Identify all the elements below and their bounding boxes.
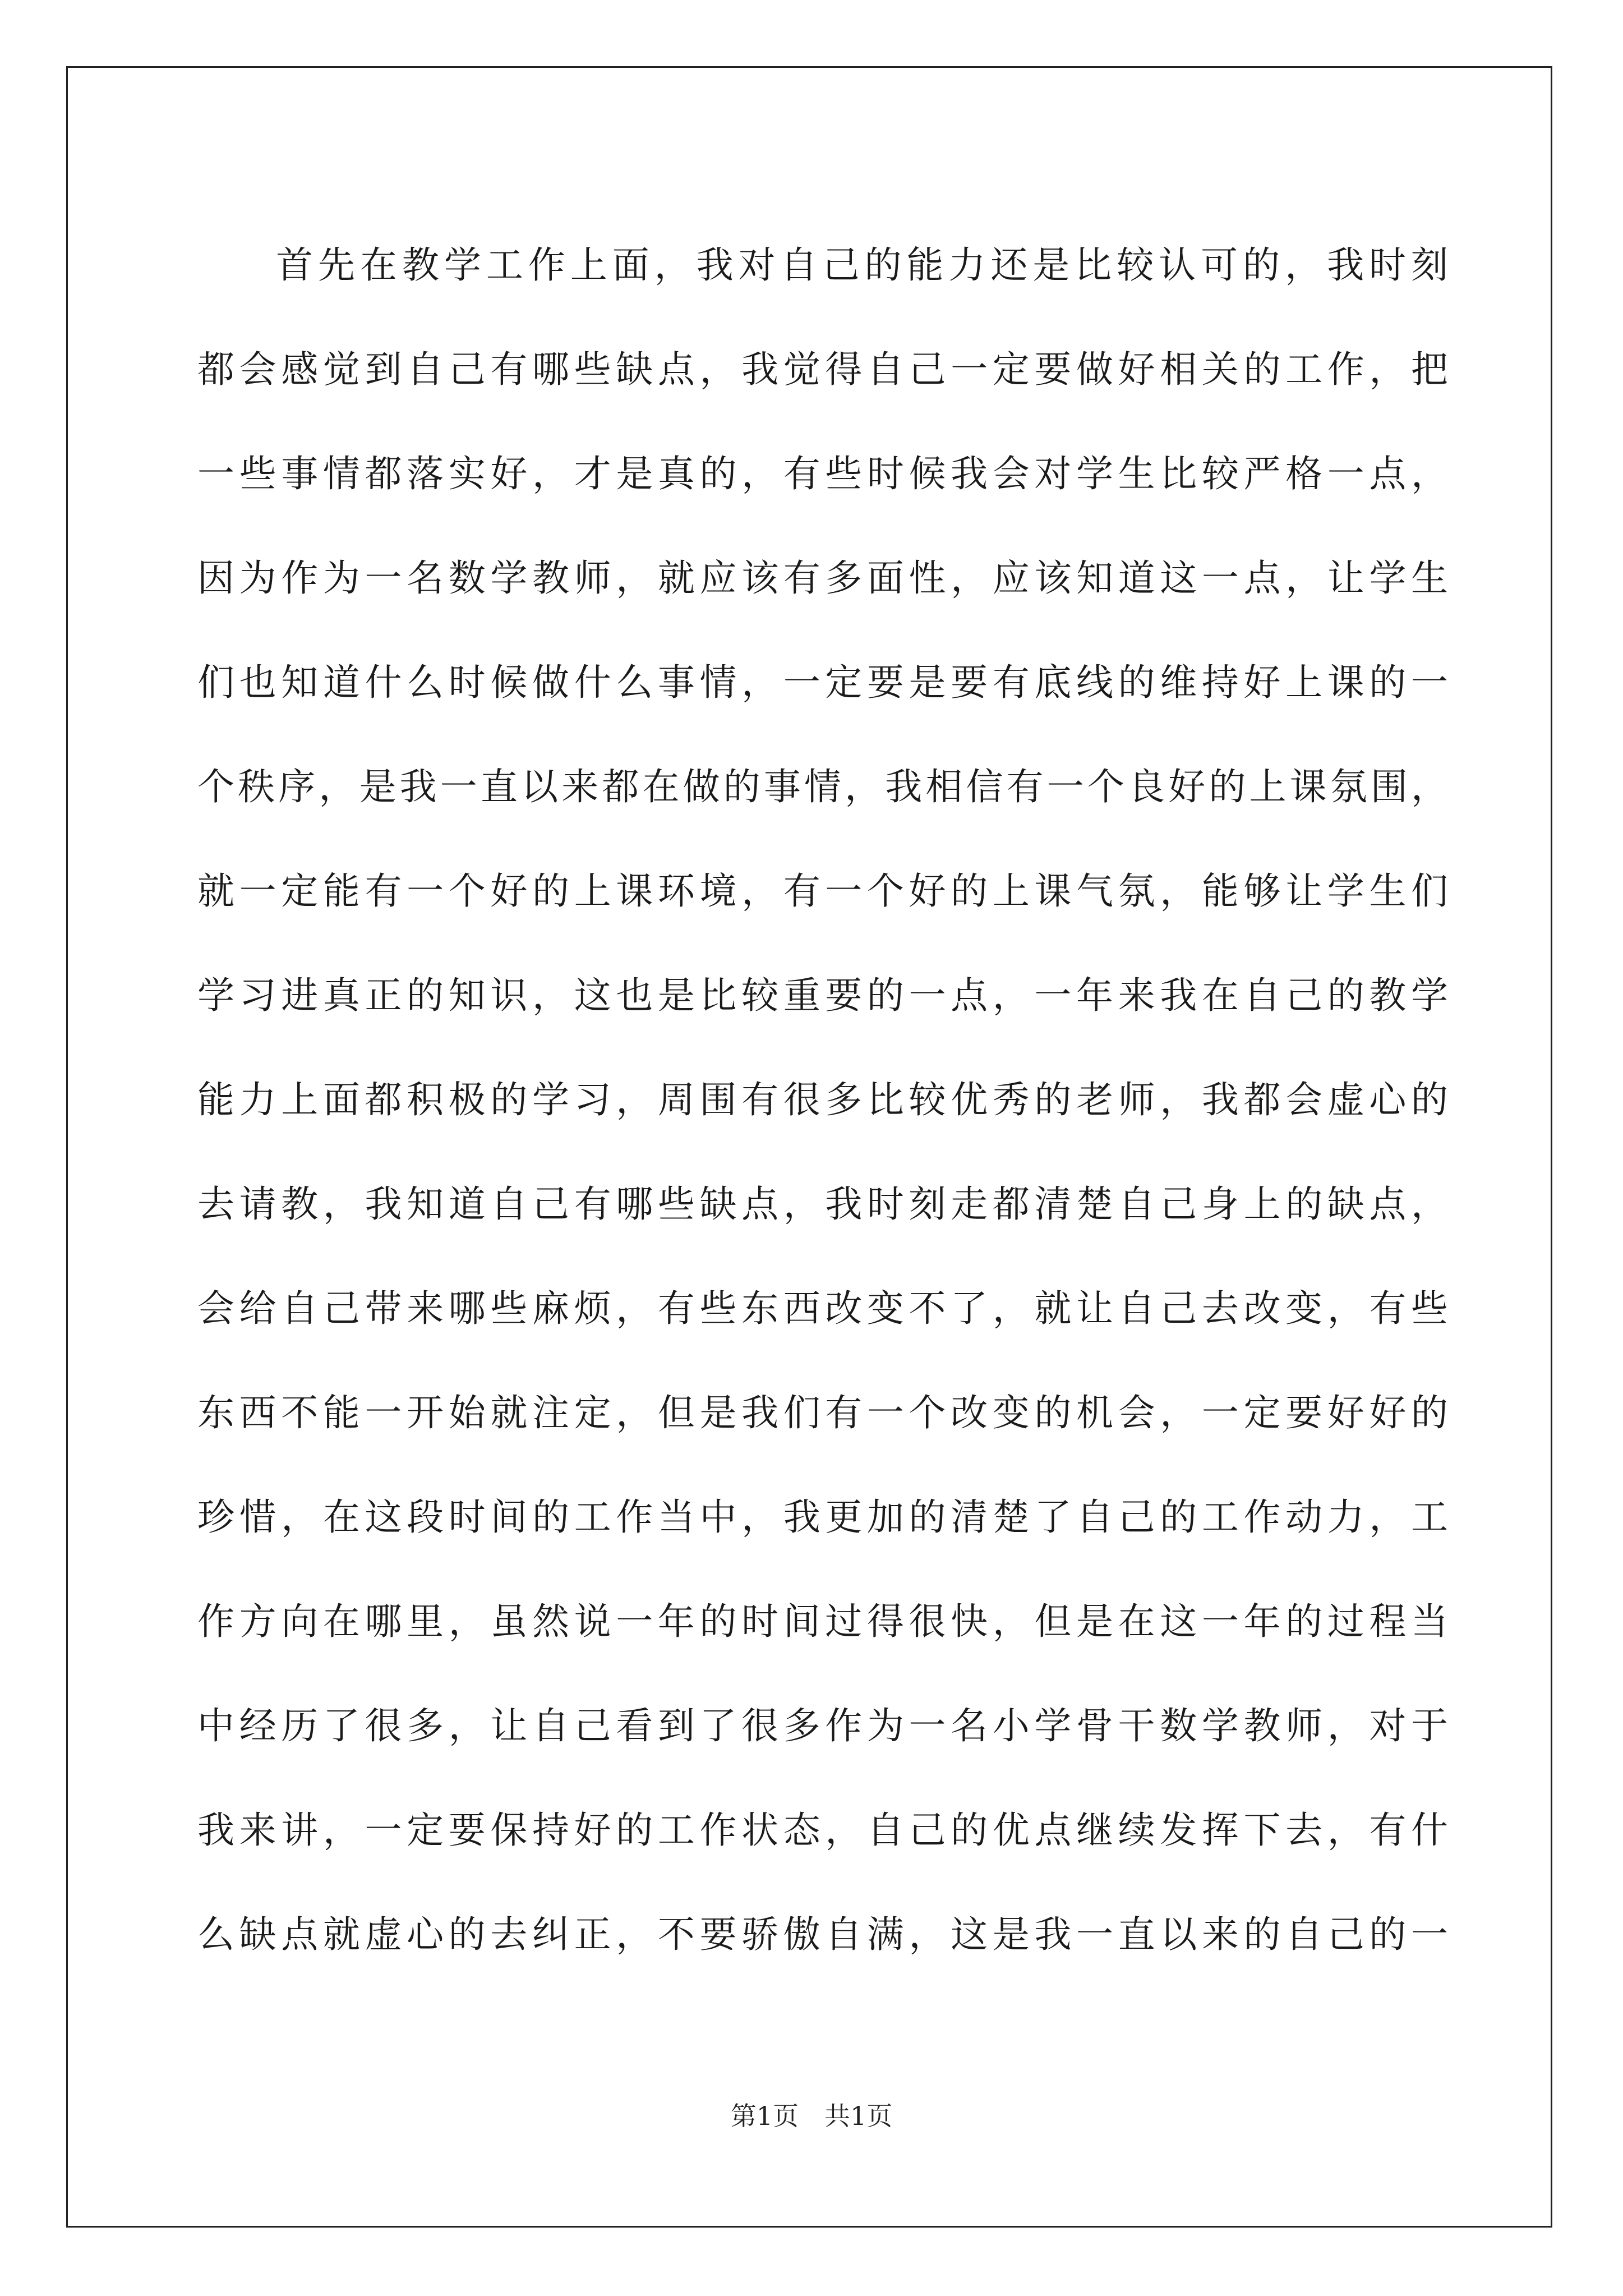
text-line: 东西不能一开始就注定，但是我们有一个改变的机会，一定要好好的 [197, 1391, 1448, 1434]
text-line: 因为作为一名数学教师，就应该有多面性，应该知道这一点，让学生 [197, 556, 1448, 600]
text-line: 中经历了很多，让自己看到了很多作为一名小学骨干数学教师，对于 [197, 1704, 1448, 1747]
body-paragraph [197, 213, 1448, 1987]
text-line: 个秩序，是我一直以来都在做的事情，我相信有一个良好的上课氛围， [197, 765, 1448, 808]
text-line: 珍惜，在这段时间的工作当中，我更加的清楚了自己的工作动力，工 [197, 1496, 1448, 1539]
text-line: 作方向在哪里，虽然说一年的时间过得很快，但是在这一年的过程当 [197, 1600, 1448, 1643]
text-line: 会给自己带来哪些麻烦，有些东西改变不了，就让自己去改变，有些 [197, 1287, 1448, 1330]
text-line: 我来讲，一定要保持好的工作状态，自己的优点继续发挥下去，有什 [197, 1809, 1448, 1852]
text-line: 就一定能有一个好的上课环境，有一个好的上课气氛，能够让学生们 [197, 869, 1448, 913]
text-line: 么缺点就虚心的去纠正，不要骄傲自满，这是我一直以来的自己的一 [197, 1913, 1448, 1956]
page-number-footer: 第1页 共1页 [730, 2101, 893, 2131]
text-line: 一些事情都落实好，才是真的，有些时候我会对学生比较严格一点， [197, 452, 1448, 495]
text-line: 都会感觉到自己有哪些缺点，我觉得自己一定要做好相关的工作，把 [197, 348, 1448, 391]
text-line: 能力上面都积极的学习，周围有很多比较优秀的老师，我都会虚心的 [197, 1078, 1448, 1121]
text-line: 去请教，我知道自己有哪些缺点，我时刻走都清楚自己身上的缺点， [197, 1182, 1448, 1226]
text-line: 们也知道什么时候做什么事情，一定要是要有底线的维持好上课的一 [197, 661, 1448, 704]
text-line: 学习进真正的知识，这也是比较重要的一点，一年来我在自己的教学 [197, 974, 1448, 1017]
text-line: 首先在教学工作上面，我对自己的能力还是比较认可的，我时刻 [276, 243, 1448, 287]
